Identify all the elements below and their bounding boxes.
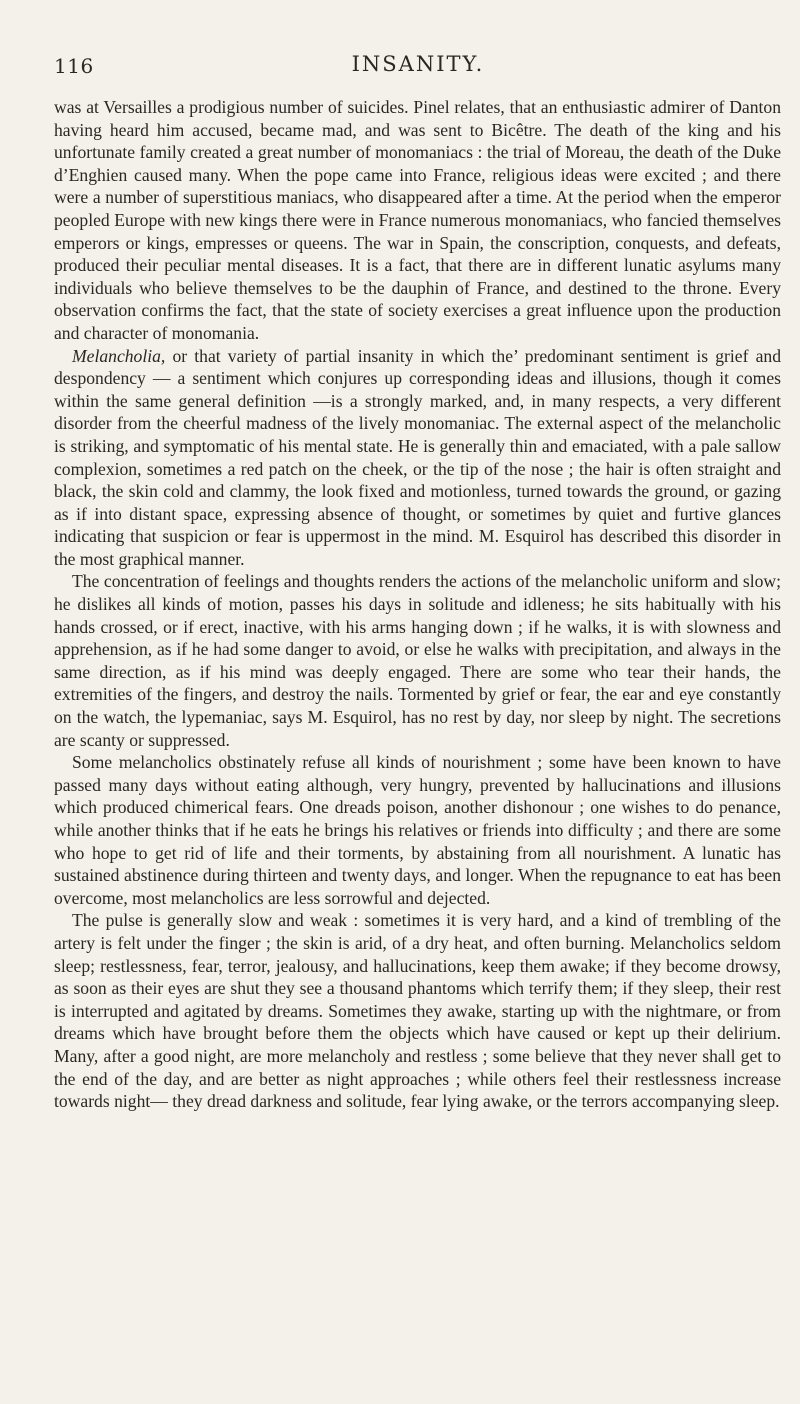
- body-text: [54, 96, 781, 1113]
- page-number: 116: [54, 54, 94, 78]
- paragraph-text: or that variety of partial insanity in which the’ predominant sentiment is grief and despondency — a sentiment which conjures up corresponding ideas and illusions, though it comes within the same general definition —is a strongly marked, and, in many respects, a very different disorder from the cheerful madness of the lively monomaniac. The external aspect of the melancholic is striking, and symptomatic of his mental state. He is generally thin and emaciated, with a pale sallow complexion, sometimes a red patch on the cheek, or the tip of the nose ; the hair is often straight and black, the skin cold and clammy, the look fixed and motionless, turned towards the ground, or gazing as if into distant space, expressing absence of thought, or sometimes by quiet and furtive glances indicating that suspicion or fear is uppermost in the mind. M. Esquirol has described this disorder in the most graphical manner.: [54, 345, 781, 569]
- paragraph: was at Versailles a prodigious number of suicides. Pinel relates, that an enthusiastic admirer of Danton having heard him accused, became mad, and was sent to Bicêtre. The death of the king and his unfortunate family created a great number of monomaniacs : the trial of Moreau, the death of the Duke d’Enghien caused many. When the pope came into France, religious ideas were excited ; and there were a number of superstitious maniacs, who disappeared after a time. At the period when the emperor peopled Europe with new kings there were in France numerous monomaniacs, who fancied themselves emperors or kings, empresses or queens. The war in Spain, the conscription, conquests, and defeats, produced their peculiar mental diseases. It is a fact, that there are in different lunatic asylums many individuals who believe themselves to be the dauphin of France, and destined to the throne. Every observation confirms the fact, that the state of society exercises a great influence upon the production and character of monomania.: [54, 97, 781, 343]
- paragraph: The pulse is generally slow and weak : sometimes it is very hard, and a kind of trembling of the artery is felt under the finger ; the skin is arid, of a dry heat, and often burning. Melancholics seldom sleep; restlessness, fear, terror, jealousy, and hallucinations, keep them awake; if they become drowsy, as soon as their eyes are shut they see a thousand phantoms which terrify them; if they sleep, their rest is interrupted and agitated by dreams. Sometimes they awake, starting up with the nightmare, or from dreams which have brought before them the objects which have caused or kept up their delirium. Many, after a good night, are more melancholy and restless ; some believe that they never shall get to the end of the day, and are better as night approaches ; while others feel their restlessness increase towards night— they dread darkness and solitude, fear lying awake, or the terrors accompanying sleep.: [54, 910, 781, 1112]
- running-head: INSANITY.: [351, 52, 485, 76]
- paragraph: The concentration of feelings and thoughts renders the actions of the melancholic uniform and slow; he dislikes all kinds of motion, passes his days in solitude and idleness; he sits habitually with his hands crossed, or if erect, inactive, with his arms hanging down ; if he walks, it is with slowness and apprehension, as if he had some danger to avoid, or else he walks with precipitation, and always in the same direction, as if his mind was deeply engaged. There are some who tear their hands, the extremities of the fingers, and destroy the nails. Tormented by grief or fear, the ear and eye constantly on the watch, the lypemaniac, says M. Esquirol, has no rest by day, nor sleep by night. The secretions are scanty or suppressed.: [54, 571, 781, 750]
- italic-term: Melancholia,: [72, 345, 166, 366]
- page-header: [54, 48, 782, 80]
- paragraph: Some melancholics obstinately refuse all kinds of nourishment ; some have been known to have passed many days without eating although, very hungry, prevented by hallucinations and illusions which produced chimerical fears. One dreads poison, another dishonour ; one wishes to do penance, while another thinks that if he eats he brings his relatives or friends into difficulty ; and there are some who hope to get rid of life and their torments, by abstaining from all nourishment. A lunatic has sustained abstinence during thirteen and twenty days, and longer. When the repugnance to eat has been overcome, most melancholics are less sorrowful and dejected.: [54, 752, 781, 908]
- paragraph: [54, 345, 781, 571]
